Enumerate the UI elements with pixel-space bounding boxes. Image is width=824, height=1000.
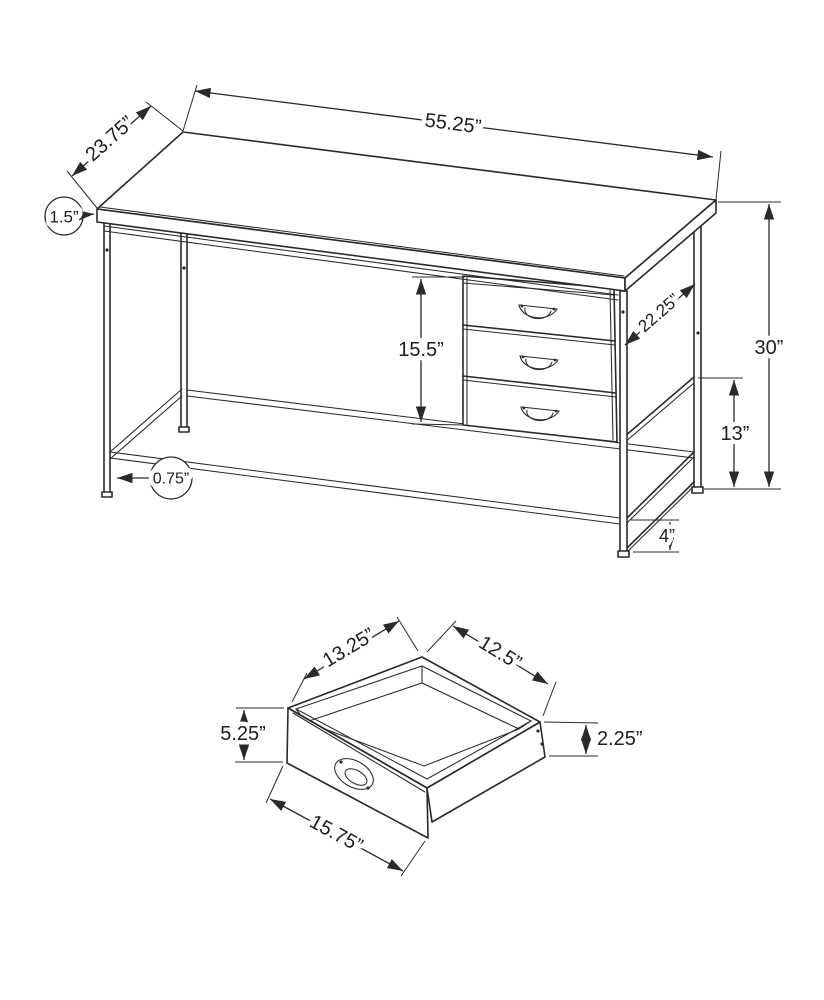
desk-back-right-leg	[694, 213, 701, 488]
desk-front-left-foot	[102, 492, 112, 497]
desk-front-left-leg	[104, 222, 110, 493]
screw-dot	[540, 742, 543, 745]
desk-top-slab	[97, 132, 716, 291]
screw-dot	[182, 266, 185, 269]
desk-back-stretcher	[187, 390, 694, 458]
desk-dimensions	[45, 85, 783, 552]
screw-dot	[621, 310, 624, 313]
desk-frame-thickness-label: 0.75”	[152, 470, 190, 488]
desk-back-right-foot	[692, 487, 703, 493]
drawer-front-height-label: 5.25”	[220, 723, 266, 745]
desk-base-height-label: 4”	[658, 526, 676, 546]
desk-back-left-foot	[179, 427, 189, 432]
desk-left-stretcher	[110, 389, 182, 459]
desk-overall-height-label: 30”	[754, 337, 784, 359]
screw-dot	[536, 729, 539, 732]
drawer-inner-width-label: 13.25”	[319, 623, 379, 673]
drawer-drawing	[287, 657, 545, 838]
desk-top-depth-label: 23.75”	[81, 111, 139, 167]
desk-drawer-bank	[463, 276, 617, 442]
screw-dot	[105, 248, 108, 251]
desk-top-length-label: 55.25”	[423, 109, 483, 139]
drawer-box-height-label: 2.25”	[597, 728, 643, 750]
drawer-front-width-label: 15.75”	[305, 810, 367, 858]
desk-top-thickness-label: 1.5”	[49, 207, 79, 227]
desk-drawer-bank-height-label: 15.5”	[398, 339, 444, 361]
desk-inner-depth-label: 22.25”	[634, 290, 684, 336]
drawer-inner-depth-label: 12.5”	[474, 631, 526, 675]
screw-dot	[696, 331, 699, 334]
desk-side-shelf	[624, 377, 694, 443]
desk-shelf-clearance-label: 13”	[720, 423, 750, 445]
desk-front-right-foot	[618, 551, 629, 557]
desk-front-right-leg	[620, 291, 627, 552]
